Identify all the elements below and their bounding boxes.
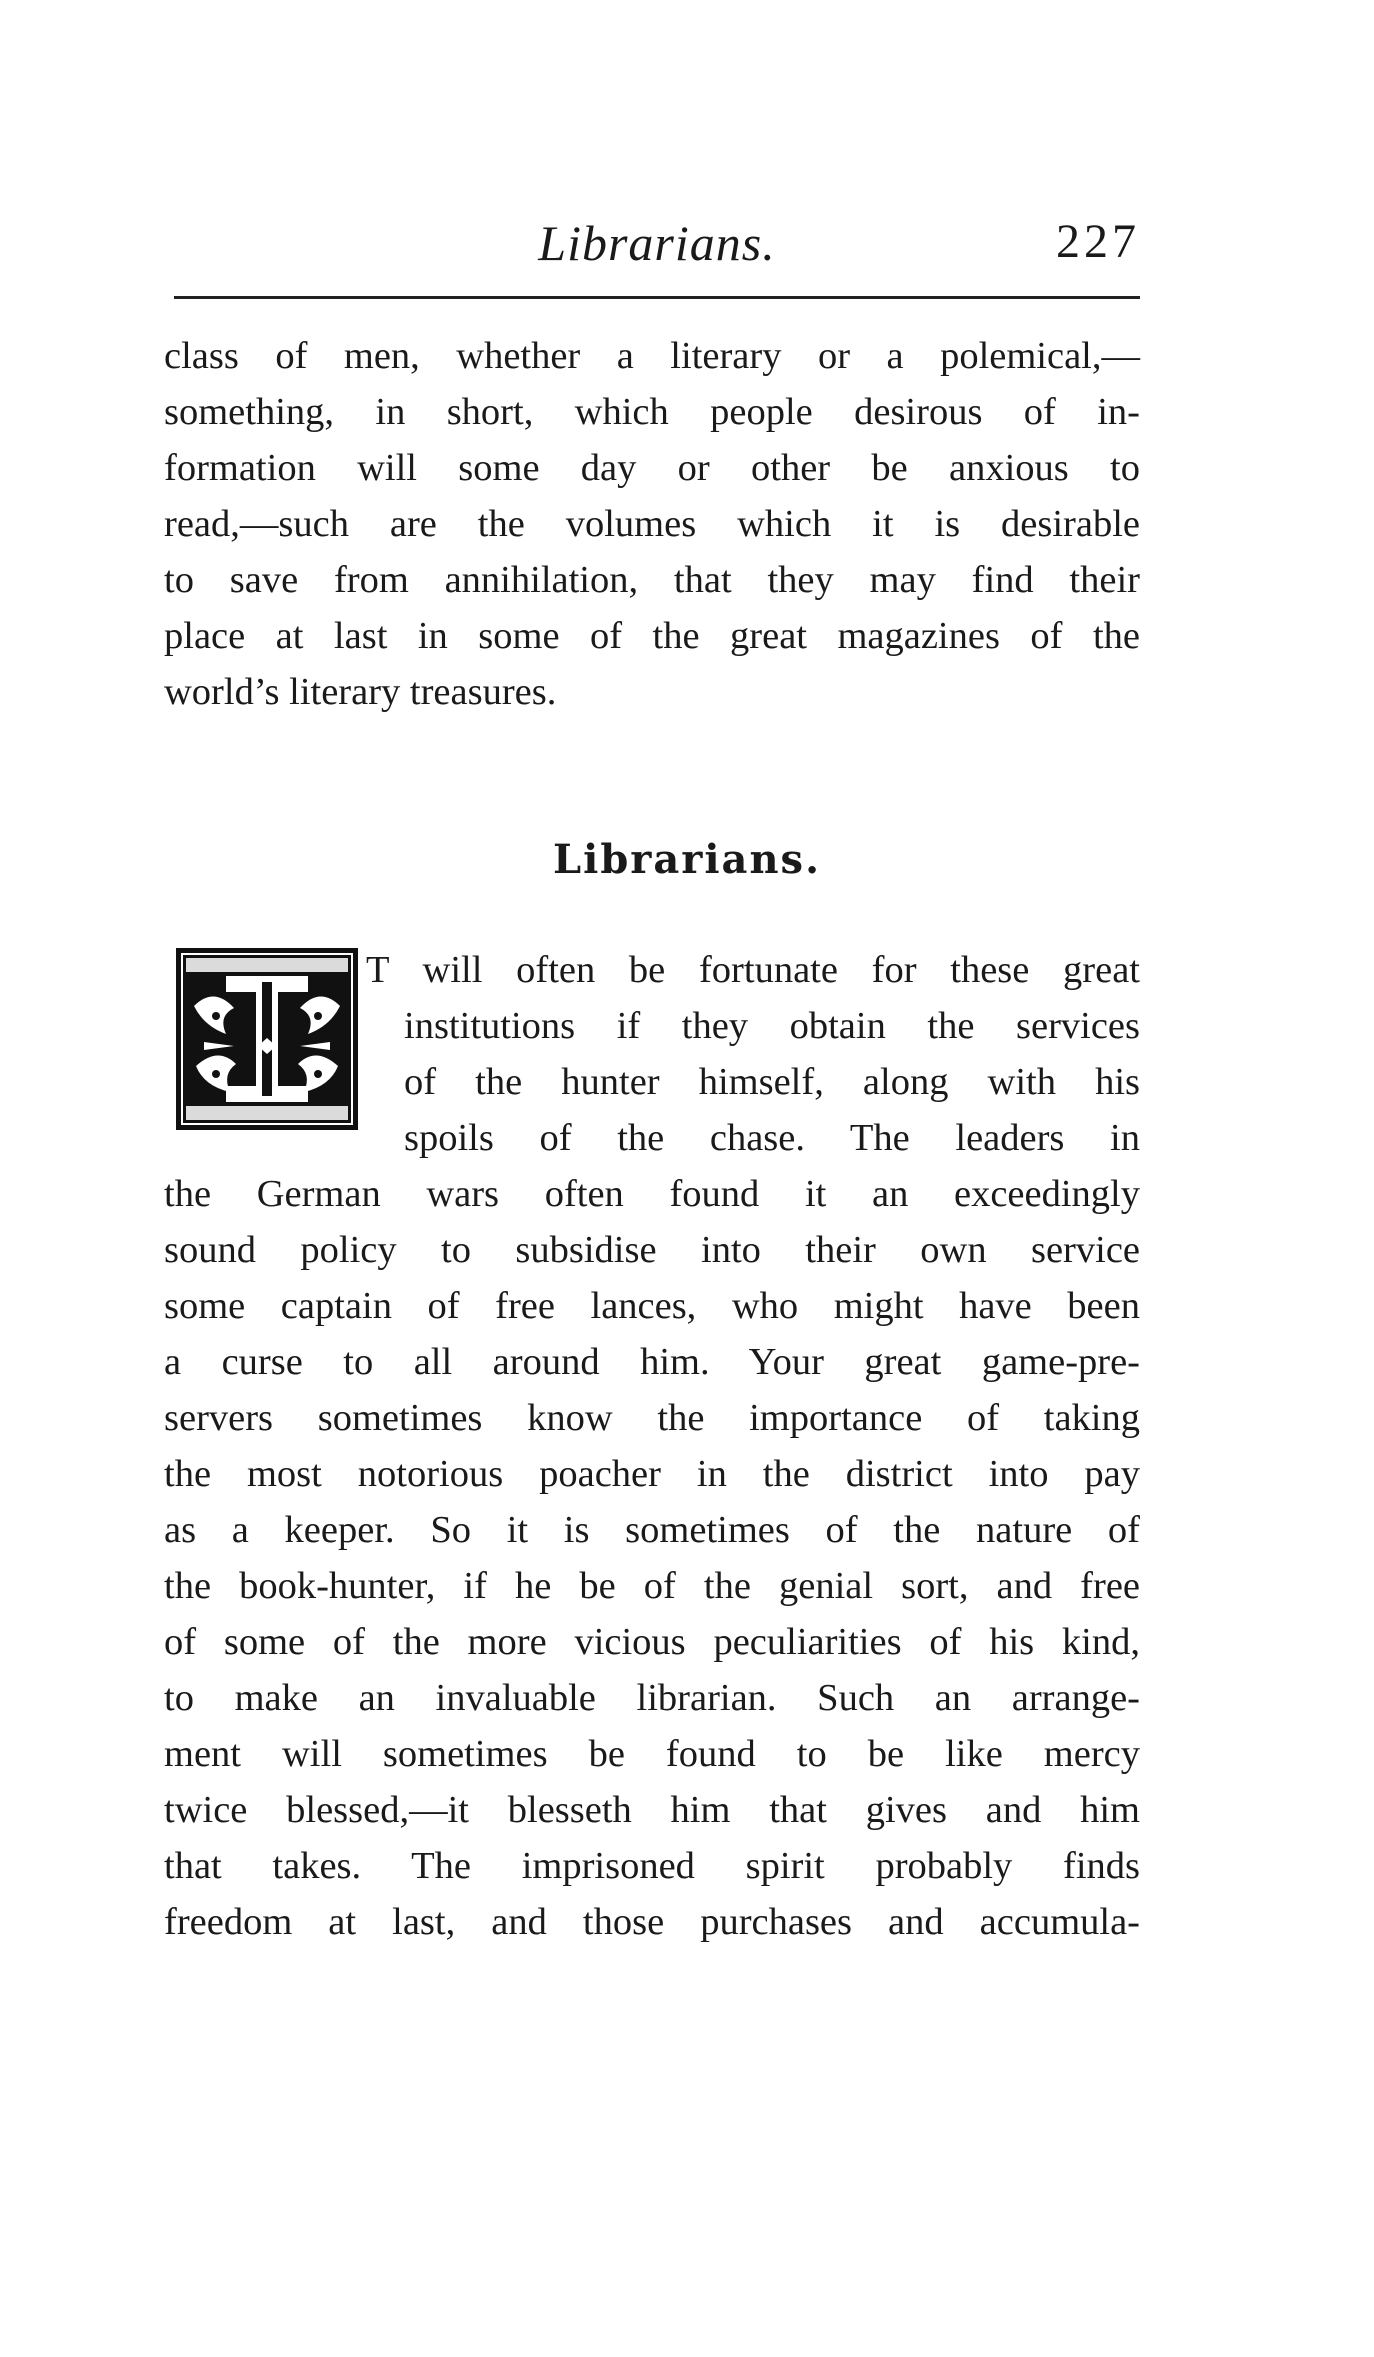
text-line: institutions if they obtain the services bbox=[404, 1005, 1140, 1047]
text-line: some captain of free lances, who might have been bbox=[164, 1285, 1140, 1327]
text-line: sound policy to subsidise into their own service bbox=[164, 1229, 1140, 1271]
section-heading: Librarians. bbox=[553, 836, 821, 883]
continuation-paragraph bbox=[164, 328, 1140, 720]
text-line: a curse to all around him. Your great game-pre- bbox=[164, 1341, 1140, 1383]
page-number: 227 bbox=[1056, 215, 1140, 268]
text-line: the most notorious poacher in the district into pay bbox=[164, 1453, 1140, 1495]
text-line: formation will some day or other be anxious to bbox=[164, 447, 1140, 489]
text-line: ment will sometimes be found to be like mercy bbox=[164, 1733, 1140, 1775]
text-line: to make an invaluable librarian. Such an arrange- bbox=[164, 1677, 1140, 1719]
text-line: of some of the more vicious peculiarities of his kind, bbox=[164, 1621, 1140, 1663]
text-line: read,—such are the volumes which it is desirable bbox=[164, 503, 1140, 545]
drop-cap-ornament bbox=[174, 946, 360, 1132]
running-head bbox=[174, 214, 1140, 284]
text-line: the book-hunter, if he be of the genial sort, and free bbox=[164, 1565, 1140, 1607]
text-line: servers sometimes know the importance of taking bbox=[164, 1397, 1140, 1439]
drop-cap-lines bbox=[366, 942, 1140, 1166]
text-line: world’s literary treasures. bbox=[164, 671, 557, 713]
text-line: that takes. The imprisoned spirit probably finds bbox=[164, 1845, 1140, 1887]
text-line: twice blessed,—it blesseth him that gives and him bbox=[164, 1789, 1140, 1831]
text-line: of the hunter himself, along with his bbox=[404, 1061, 1140, 1103]
text-line: the German wars often found it an exceedingly bbox=[164, 1173, 1140, 1215]
text-line: spoils of the chase. The leaders in bbox=[404, 1117, 1140, 1159]
header-rule bbox=[174, 296, 1140, 299]
text-line: place at last in some of the great magazines of the bbox=[164, 615, 1140, 657]
section-paragraph bbox=[164, 1166, 1140, 1950]
text-line: something, in short, which people desirous of in- bbox=[164, 391, 1140, 433]
text-line: as a keeper. So it is sometimes of the nature of bbox=[164, 1509, 1140, 1551]
text-line: T will often be fortunate for these great bbox=[366, 949, 1140, 991]
text-line: freedom at last, and those purchases and accumula- bbox=[164, 1901, 1140, 1943]
running-title: Librarians. bbox=[538, 215, 776, 271]
text-line: to save from annihilation, that they may find their bbox=[164, 559, 1140, 601]
text-line: class of men, whether a literary or a polemical,— bbox=[164, 335, 1140, 377]
